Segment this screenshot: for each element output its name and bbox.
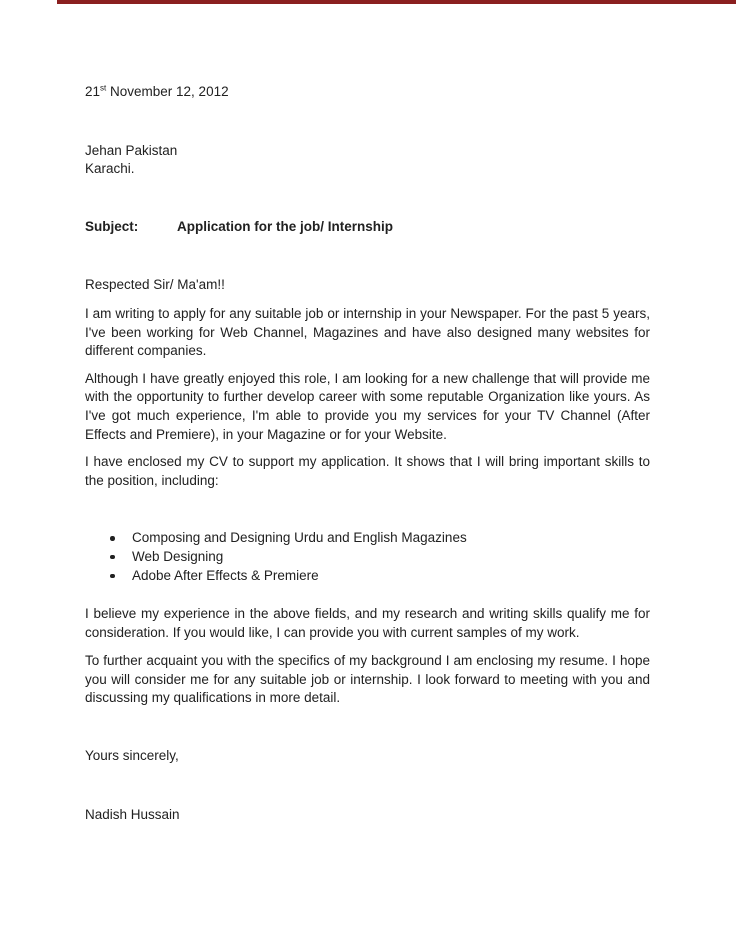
signature-name: Nadish Hussain [85,806,180,822]
paragraph-experience: Although I have greatly enjoyed this role, I am looking for a new challenge that will provide me with the opportunity to further develop career with some reputable Organization like yours. As I've got much experience, I'm able to provide you my services for your TV Channel (After Effects and Premiere), in your Magazine or for your Website. [85,370,650,442]
bullet-icon [110,536,115,541]
list-item [85,567,650,586]
paragraph-qualify: I believe my experience in the above fields, and my research and writing skills qualify me for consideration. If you would like, I can provide you with current samples of my work. [85,606,650,640]
letter-content [85,0,650,824]
skill-text: Web Designing [132,548,224,564]
list-item [85,529,650,548]
paragraph-intro: I am writing to apply for any suitable job or internship in your Newspaper. For the past 5 years, I've been working for Web Channel, Magazines and have also designed many websites for different companies. [85,305,650,359]
skills-list [85,529,650,585]
date-ordinal: st [100,83,107,93]
paragraph-resume: To further acquaint you with the specifics of my background I am enclosing my resume. I hope you will consider me for any suitable job or internship. I look forward to meeting with you and discussing my qualifications in more detail. [85,653,650,706]
bullet-icon [110,574,115,579]
bullet-icon [110,555,115,560]
closing-line: Yours sincerely, [85,748,179,764]
date-rest: November 12, 2012 [106,84,229,99]
skill-text: Adobe After Effects & Premiere [132,567,319,583]
subject-value: Application for the job/ Internship [177,218,393,234]
recipient-block [85,142,650,179]
subject-line [85,218,650,237]
salutation: Respected Sir/ Ma'am!! [85,277,225,293]
subject-label: Subject: [85,218,139,234]
date-line [85,83,650,102]
paragraph-cv: I have enclosed my CV to support my application. It shows that I will bring important skills to the position, including: [85,454,650,488]
date-day: 21 [85,84,101,99]
recipient-city: Karachi. [85,161,135,177]
list-item [85,548,650,567]
recipient-name: Jehan Pakistan [85,142,178,158]
skill-text: Composing and Designing Urdu and English Magazines [132,530,467,546]
